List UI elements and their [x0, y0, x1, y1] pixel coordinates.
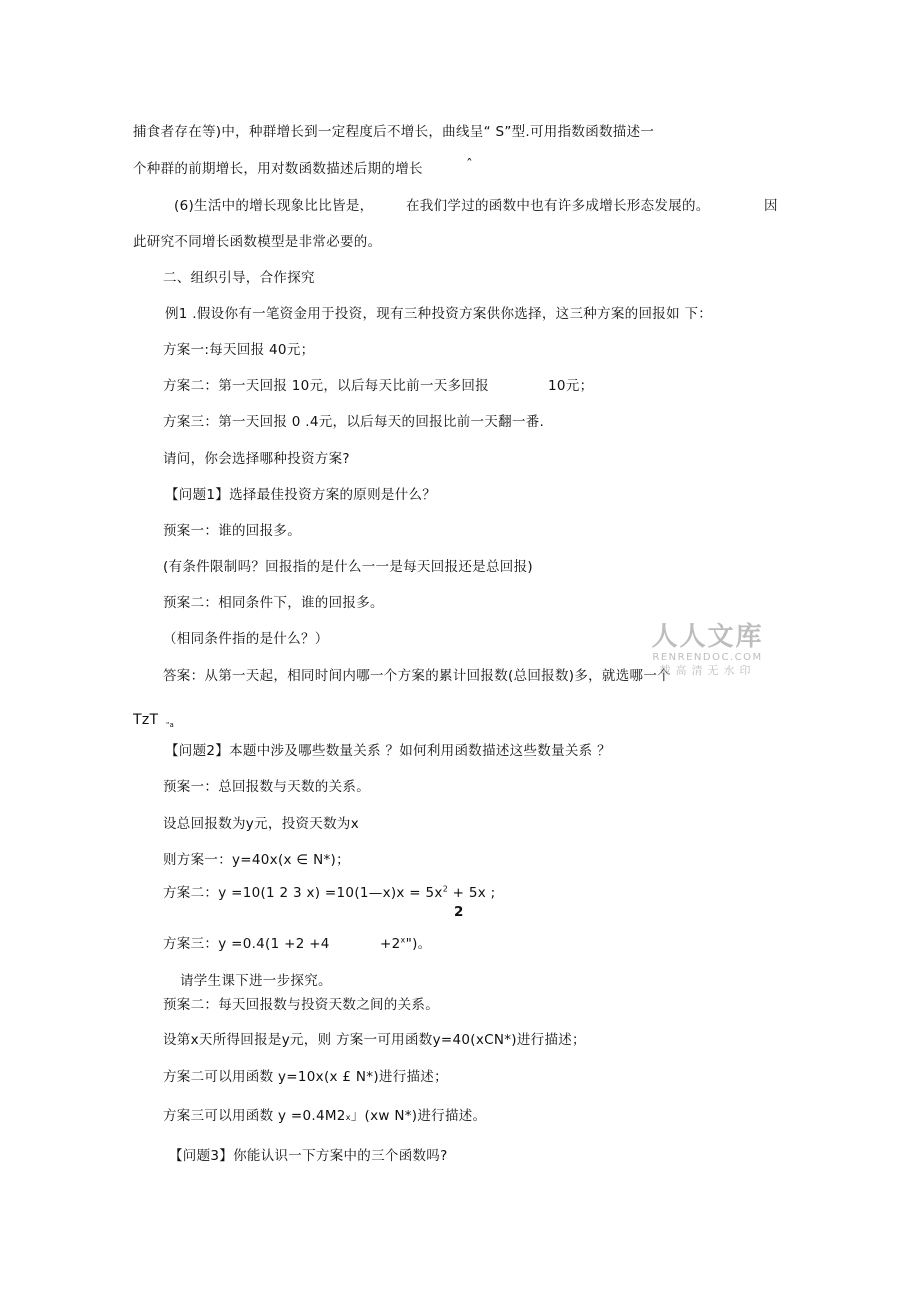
paragraph-line-1: 捕食者存在等)中，种群增长到一定程度后不增长，曲线呈“ S”型.可用指数函数描述一 — [133, 124, 655, 140]
proposal-2-b: 预案二：每天回报数与投资天数之间的关系。 — [163, 997, 439, 1013]
problem-3: 【问题3】你能认识一下方案中的三个函数吗? — [169, 1148, 448, 1164]
paragraph-line-4: 此研究不同增长函数模型是非常必要的。 — [133, 234, 382, 250]
formula-plan-2-exponent: 2 — [442, 884, 449, 894]
example-1: 例1 .假设你有一笔资金用于投资，现有三种投资方案供你选择，这三种方案的回报如 下： — [165, 306, 713, 322]
plan-1: 方案一:每天回报 40元； — [163, 342, 315, 358]
paragraph-line-3-end: 因 — [764, 198, 778, 214]
plan-2-start: 方案二：第一天回报 10元，以后每天比前一天多回报 — [163, 378, 489, 394]
problem-2: 【问题2】本题中涉及哪些数量关系 ？如何利用函数描述这些数量关系 ？ — [165, 743, 611, 759]
formula-plan-2-main: 方案二：y =10(1 2 3 x) =10(1—x)x = 5x — [163, 885, 443, 901]
formula-plan-3-end — [380, 935, 431, 953]
problem-1: 【问题1】选择最佳投资方案的原则是什么？ — [165, 487, 437, 503]
garbled-mark: "a — [166, 721, 175, 729]
formula-plan-2-denominator: 2 — [454, 904, 464, 920]
daily-return-plan-3-tail: 」(xw N*)进行描述。 — [350, 1108, 487, 1124]
proposal-2: 预案二：相同条件下，谁的回报多。 — [163, 595, 384, 611]
formula-plan-3-close: ")。 — [405, 936, 432, 952]
formula-plan-2-tail: + 5x ; — [448, 885, 496, 901]
paragraph-line-3-start: (6)生活中的增长现象比比皆是， — [174, 198, 374, 214]
proposal-1-b: 预案一：总回报数与天数的关系。 — [163, 779, 370, 795]
student-instruction: 请学生课下进一步探究。 — [180, 973, 332, 989]
formula-plan-3-exponent: x — [400, 935, 406, 945]
garbled-text: TzT — [133, 712, 159, 728]
daily-return-plan-3-sub: x — [345, 1113, 351, 1122]
condition-note: (有条件限制吗？回报指的是什么一一是每天回报还是总回报) — [163, 559, 533, 575]
watermark-slogan: 载高清无水印 — [659, 664, 756, 677]
formula-plan-3-term: +2 — [380, 936, 401, 952]
daily-return-plan-3-main: 方案三可以用函数 y =0.4M2 — [163, 1108, 346, 1124]
proposal-1: 预案一：谁的回报多。 — [163, 523, 301, 539]
stray-mark: ˆ — [466, 157, 474, 173]
answer-line: 答案：从第一天起，相同时间内哪一个方案的累计回报数(总回报数)多，就选哪一个 — [163, 668, 671, 684]
condition-question: （相同条件指的是什么？） — [163, 631, 329, 647]
daily-return-plan-2: 方案二可以用函数 y=10x(x £ N*)进行描述； — [163, 1069, 448, 1085]
daily-return-plan-3 — [163, 1107, 486, 1127]
section-heading: 二、组织引导，合作探究 — [163, 270, 315, 286]
watermark-url: RENRENDOC.COM — [652, 652, 763, 663]
watermark — [640, 622, 775, 678]
paragraph-line-2: 个种群的前期增长，用对数函数描述后期的增长 — [133, 161, 423, 177]
formula-plan-1: 则方案一：y=40x(x ∈ N*)； — [163, 852, 350, 868]
variable-definition: 设总回报数为y元，投资天数为x — [163, 816, 359, 832]
daily-return-plan-1: 设第x天所得回报是y元，则 方案一可用函数y=40(xCN*)进行描述； — [163, 1032, 586, 1048]
watermark-title: 人人文库 — [651, 622, 764, 652]
formula-plan-3-start: 方案三：y =0.4(1 +2 +4 — [163, 936, 330, 952]
question-line: 请问，你会选择哪种投资方案? — [163, 451, 350, 467]
formula-plan-2 — [163, 884, 496, 902]
paragraph-line-3-middle: 在我们学过的函数中也有许多成增长形态发展的。 — [406, 198, 710, 214]
plan-2-end: 10元； — [548, 378, 594, 394]
plan-3: 方案三：第一天回报 0 .4元，以后每天的回报比前一天翻一番. — [163, 414, 545, 430]
